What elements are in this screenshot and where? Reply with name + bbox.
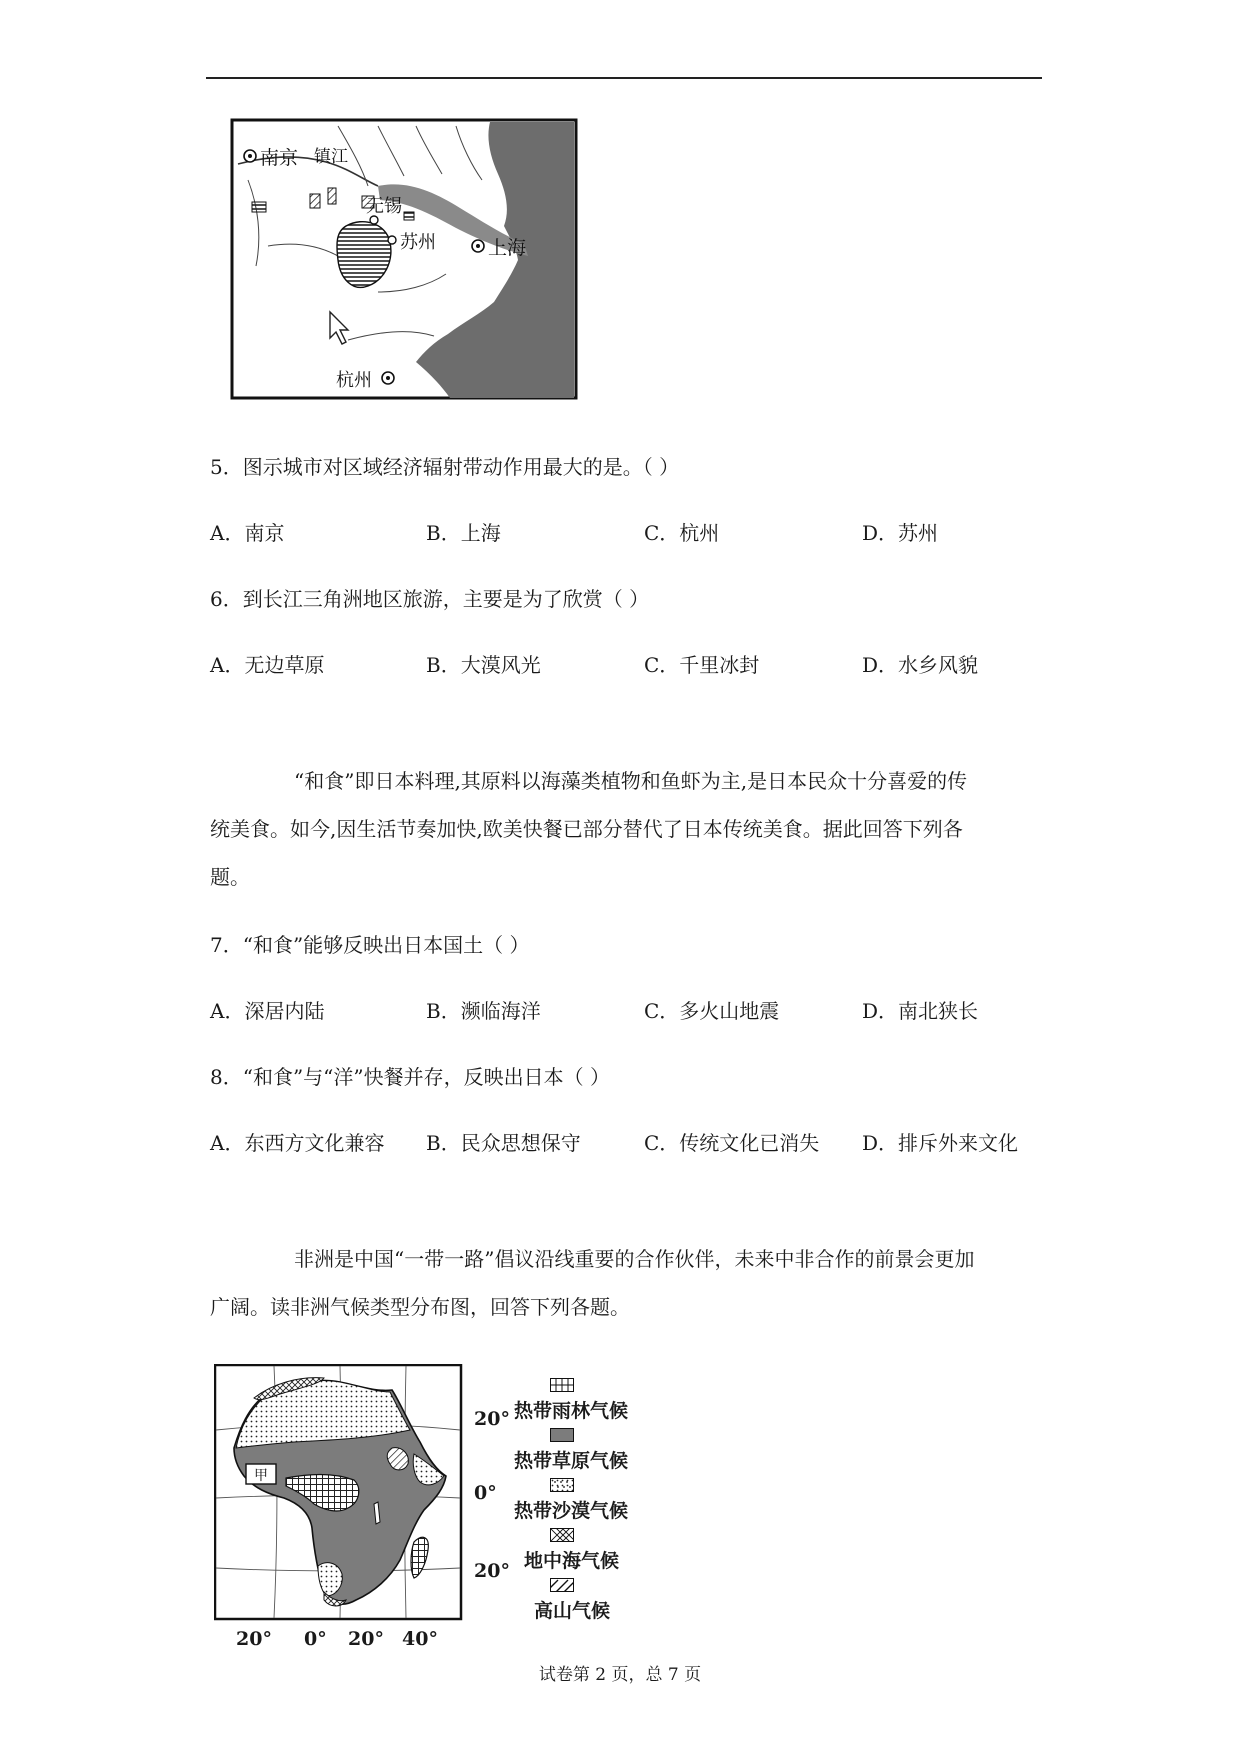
q7-option-d[interactable]: D．南北狭长 [862, 999, 979, 1023]
q5-option-d[interactable]: D．苏州 [862, 521, 939, 545]
passage-africa-line-1: 非洲是中国“一带一路”倡议沿线重要的合作伙伴，未来中非合作的前景会更加 [294, 1247, 975, 1271]
africa-climate-map [214, 1364, 476, 1626]
q5-option-a[interactable]: A．南京 [210, 521, 285, 545]
q5-option-b[interactable]: B．上海 [426, 521, 501, 545]
legend-swatch-desert [550, 1478, 574, 1492]
q8-option-a[interactable]: A．东西方文化兼容 [210, 1131, 385, 1155]
lon-label-20w: 20° [236, 1628, 272, 1650]
legend-swatch-highland [550, 1578, 574, 1592]
city-label-hangzhou: 杭州 [336, 370, 372, 391]
lat-label-20n: 20° [474, 1408, 510, 1430]
yangtze-delta-map [228, 116, 582, 406]
lat-label-0: 0° [474, 1482, 497, 1504]
lon-label-0: 0° [304, 1628, 327, 1650]
city-label-shanghai: 上海 [488, 237, 527, 259]
suzhou-marker [388, 236, 396, 244]
page-footer: 试卷第 2 页，总 7 页 [538, 1665, 702, 1685]
city-label-suzhou: 苏州 [400, 232, 436, 253]
q6-option-b[interactable]: B．大漠风光 [426, 653, 541, 677]
q7-option-b[interactable]: B．濒临海洋 [426, 999, 541, 1023]
q7-option-a[interactable]: A．深居内陆 [210, 999, 325, 1023]
wuxi-marker [370, 216, 378, 224]
q8-option-b[interactable]: B．民众思想保守 [426, 1131, 581, 1155]
question-5-stem: 5．图示城市对区域经济辐射带动作用最大的是。（ ） [210, 455, 680, 479]
q5-option-c[interactable]: C．杭州 [644, 521, 720, 545]
passage-africa-line-2: 广阔。读非洲气候类型分布图，回答下列各题。 [210, 1295, 630, 1319]
legend-label-desert: 热带沙漠气候 [514, 1500, 629, 1522]
passage-washoku-line-2: 统美食。如今,因生活节奏加快,欧美快餐已部分替代了日本传统美食。据此回答下列各 [210, 817, 963, 841]
passage-africa [210, 1244, 1036, 1324]
legend-swatch-rainforest [550, 1378, 574, 1392]
lat-label-20s: 20° [474, 1560, 510, 1582]
q8-option-d[interactable]: D．排斥外来文化 [862, 1131, 1019, 1155]
lon-label-20e: 20° [348, 1628, 384, 1650]
legend-label-rainforest: 热带雨林气候 [514, 1400, 629, 1422]
passage-washoku [210, 766, 1036, 889]
city-label-zhenjiang: 镇江 [314, 147, 348, 167]
passage-washoku-line-1: “和食”即日本料理,其原料以海藻类植物和鱼虾为主,是日本民众十分喜爱的传 [294, 769, 968, 793]
legend-label-mediterranean: 地中海气候 [524, 1550, 620, 1572]
legend-swatch-savanna [550, 1428, 574, 1442]
q8-option-c[interactable]: C．传统文化已消失 [644, 1131, 820, 1155]
city-label-wuxi: 无锡 [366, 196, 402, 217]
legend-label-savanna: 热带草原气候 [514, 1450, 629, 1472]
legend-swatch-mediterranean [550, 1528, 574, 1542]
lon-label-40e: 40° [402, 1628, 438, 1650]
question-7-stem: 7．“和食”能够反映出日本国土（ ） [210, 933, 530, 957]
city-label-nanjing: 南京 [260, 147, 299, 169]
map-inset-label: 甲 [254, 1468, 268, 1484]
q6-option-a[interactable]: A．无边草原 [210, 653, 325, 677]
question-8-stem: 8．“和食”与“洋”快餐并存，反映出日本（ ） [210, 1065, 610, 1089]
header-rule [206, 77, 1042, 79]
question-6-stem: 6．到长江三角洲地区旅游，主要是为了欣赏（ ） [210, 587, 650, 611]
q7-option-c[interactable]: C．多火山地震 [644, 999, 780, 1023]
legend-label-highland: 高山气候 [534, 1600, 611, 1622]
q6-option-d[interactable]: D．水乡风貌 [862, 653, 979, 677]
q6-option-c[interactable]: C．千里冰封 [644, 653, 760, 677]
passage-washoku-line-3: 题。 [210, 865, 250, 889]
